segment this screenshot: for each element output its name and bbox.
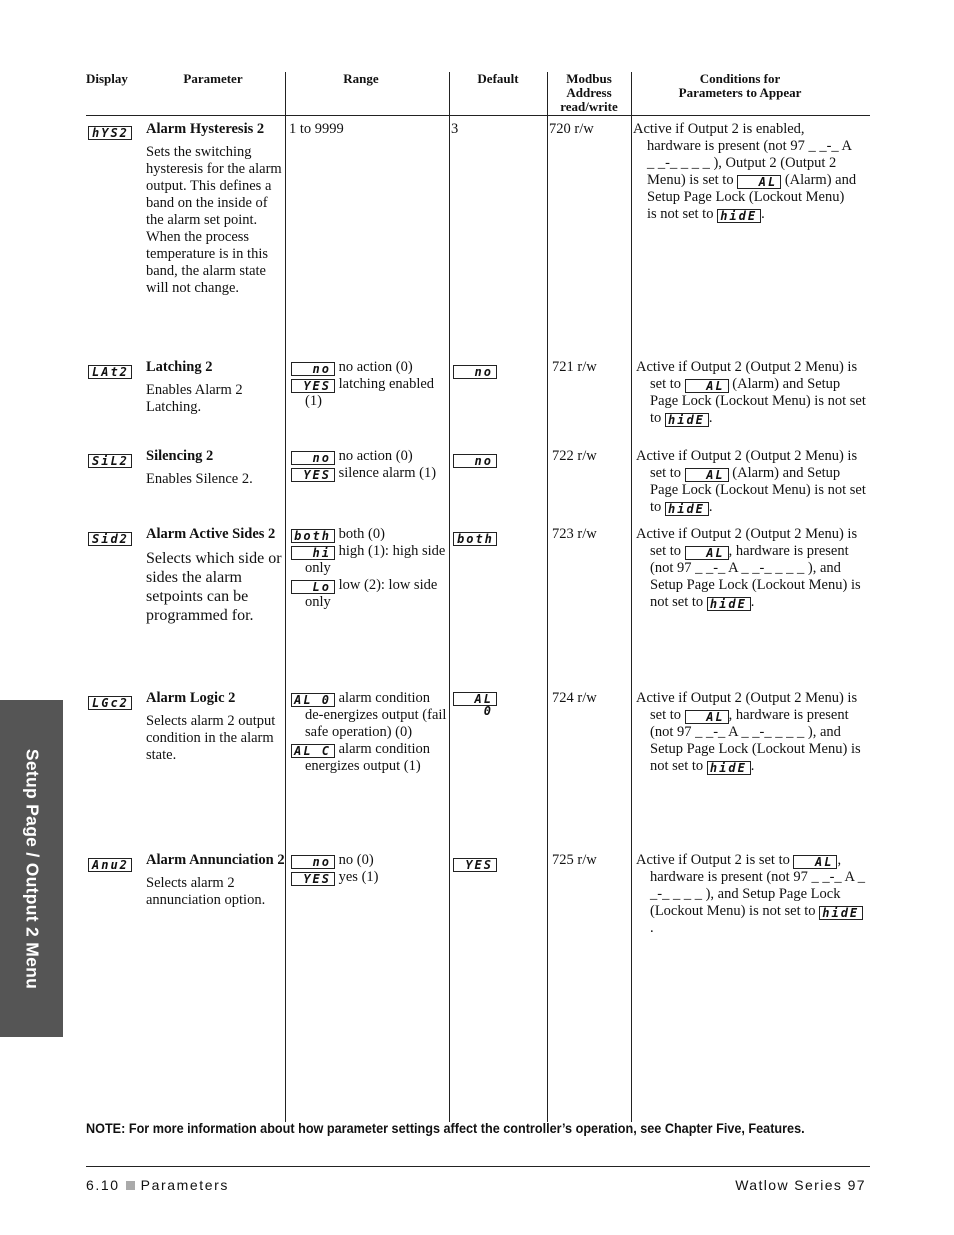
parameter-name: Alarm Logic 2	[146, 690, 236, 706]
parameter-cell	[146, 359, 282, 416]
parameter-cell	[146, 690, 282, 764]
default-value: no	[453, 450, 497, 468]
display-code: SiL2	[88, 450, 132, 468]
header-modbus: Modbus Address read/write	[560, 71, 618, 114]
default-value: 3	[451, 121, 459, 137]
modbus-address: 724 r/w	[552, 690, 597, 706]
parameter-name: Alarm Hysteresis 2	[146, 121, 265, 137]
conditions-text: Active if Output 2 (Output 2 Menu) is set to AL , hardware is present (not 97 _ _-_ A _ _-_ _ _ _ ), and Setup Page Lock (Lockout Menu) is not set to hidE .	[636, 690, 861, 775]
display-code: Sid2	[88, 528, 132, 546]
footer-left	[86, 1177, 229, 1193]
modbus-address: 720 r/w	[549, 121, 594, 137]
parameter-description: Sets the switching hysteresis for the alarm output. This defines a band on the inside of the alarm set point. When the process temperature is in this band, the alarm state will not change.	[146, 144, 282, 296]
parameter-name: Alarm Active Sides 2	[146, 526, 276, 542]
default-value: no	[453, 361, 497, 379]
parameter-description: Enables Silence 2.	[146, 471, 253, 487]
parameter-name: Alarm Annunciation 2	[146, 852, 285, 868]
parameter-cell	[146, 448, 282, 488]
conditions-text: Active if Output 2 is enabled, hardware is present (not 97 _ _-_ A _ _-_ _ _ _ ), Output 2 (Output 2 Menu) is set to AL (Alarm) and Setup Page Lock (Lockout Menu) is not set to hidE .	[633, 121, 857, 223]
default-value: YES	[453, 854, 497, 872]
modbus-address: 723 r/w	[552, 526, 597, 542]
range-options: AL 0 alarm condition de-energizes output (fail safe operation) (0) AL C alarm condition energizes output (1)	[291, 690, 449, 775]
modbus-address: 721 r/w	[552, 359, 597, 375]
range-options: both both (0) hi high (1): high side only Lo low (2): low side only	[291, 526, 449, 611]
display-code: Anu2	[88, 854, 132, 872]
side-tab-label: Setup Page / Output 2 Menu	[22, 748, 42, 989]
column-rule	[547, 72, 548, 1122]
product-name: Watlow Series 97	[735, 1177, 866, 1193]
parameter-description: Enables Alarm 2 Latching.	[146, 382, 243, 415]
display-code: LGc2	[88, 692, 132, 710]
header-display: Display	[86, 71, 128, 86]
column-rule	[631, 72, 632, 1122]
side-tab	[0, 700, 63, 1037]
modbus-address: 725 r/w	[552, 852, 597, 868]
default-value: both	[453, 528, 497, 546]
header-range: Range	[343, 71, 379, 86]
parameter-name: Silencing 2	[146, 448, 214, 464]
parameter-description: Selects alarm 2 annunciation option.	[146, 875, 266, 908]
header-rule	[86, 115, 870, 116]
modbus-address: 722 r/w	[552, 448, 597, 464]
page-number: 6.10	[86, 1177, 120, 1193]
parameter-cell	[146, 526, 282, 625]
column-rule	[285, 72, 286, 1122]
conditions-text: Active if Output 2 (Output 2 Menu) is set to AL (Alarm) and Setup Page Lock (Lockout Menu) is not set to hidE .	[636, 359, 866, 427]
default-value: AL 0	[453, 692, 497, 718]
conditions-text: Active if Output 2 (Output 2 Menu) is set to AL , hardware is present (not 97 _ _-_ A _ _-_ _ _ _ ), and Setup Page Lock (Lockout Menu) is not set to hidE .	[636, 526, 861, 611]
display-code: hYS2	[88, 122, 132, 140]
parameter-description: Selects which side or sides the alarm setpoints can be programmed for.	[146, 550, 282, 624]
range-options: no no action (0) YES latching enabled (1)	[291, 359, 447, 410]
header-conditions: Conditions for Parameters to Appear	[678, 71, 802, 100]
display-code: LAt2	[88, 361, 132, 379]
parameter-name: Latching 2	[146, 359, 213, 375]
conditions-text: Active if Output 2 is set to AL , hardware is present (not 97 _ _-_ A _ _-_ _ _ _ ), and Setup Page Lock (Lockout Menu) is not set to hidE.	[636, 852, 866, 936]
parameter-cell	[146, 121, 282, 297]
parameter-cell	[146, 852, 286, 909]
header-parameter: Parameter	[183, 71, 243, 86]
parameter-description: Selects alarm 2 output condition in the alarm state.	[146, 713, 276, 763]
footer-rule	[86, 1166, 870, 1167]
range-options: no no action (0) YES silence alarm (1)	[291, 448, 447, 482]
header-default: Default	[477, 71, 519, 86]
note-text: NOTE: For more information about how parameter settings affect the controller’s operation, see Chapter Five, Features.	[86, 1121, 805, 1136]
section-name: Parameters	[140, 1177, 230, 1193]
square-bullet-icon	[126, 1181, 135, 1190]
range-options: no no (0) YES yes (1)	[291, 852, 447, 886]
column-rule	[449, 72, 450, 1122]
range-text: 1 to 9999	[289, 121, 344, 137]
conditions-text: Active if Output 2 (Output 2 Menu) is set to AL (Alarm) and Setup Page Lock (Lockout Menu) is not set to hidE .	[636, 448, 866, 516]
